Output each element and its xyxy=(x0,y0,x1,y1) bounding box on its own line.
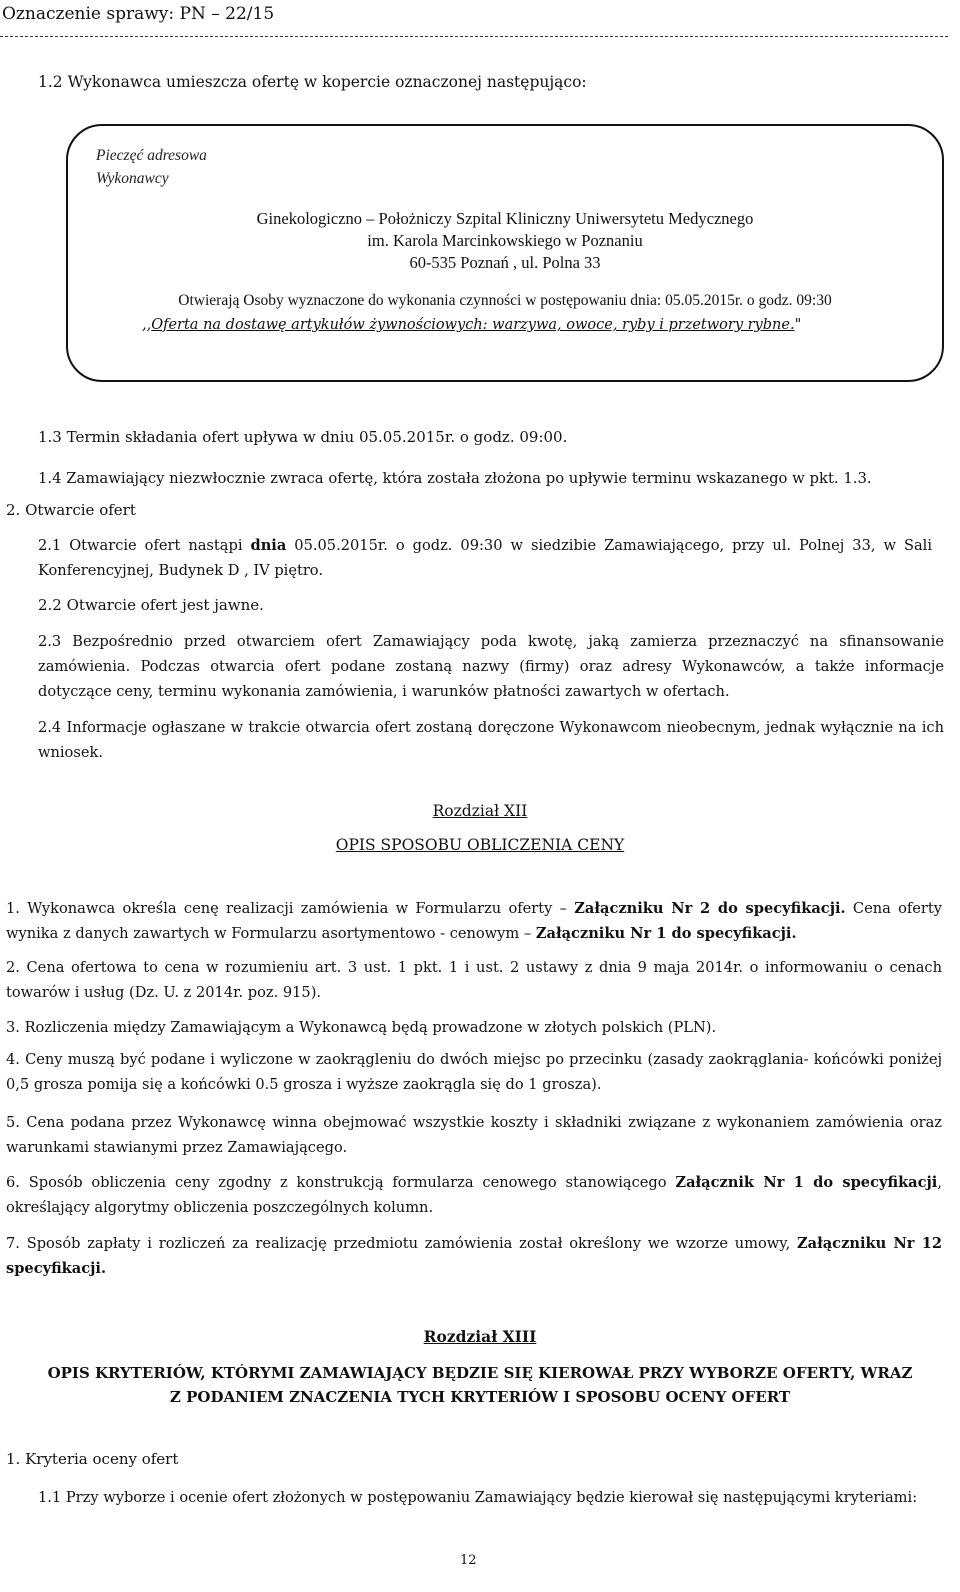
chapter-12-label xyxy=(0,802,960,820)
section-2-2: 2.2 Otwarcie ofert jest jawne. xyxy=(38,596,264,614)
price-item-7 xyxy=(6,1231,942,1281)
price-item-2: 2. Cena ofertowa to cena w rozumieniu art. 3 ust. 1 pkt. 1 i ust. 2 ustawy z dnia 9 maja 2014r. o informowaniu o cenach towarów i usług (Dz. U. z 2014r. poz. 915). xyxy=(6,959,942,1001)
address-line-3: 60-535 Poznań , ul. Polna 33 xyxy=(409,253,601,272)
p7-a: 7. Sposób zapłaty i rozliczeń za realizację przedmiotu zamówienia został określony we wzorze umowy, xyxy=(6,1235,797,1252)
stamp-line-2: Wykonawcy xyxy=(96,170,169,187)
chapter-13-label-text: Rozdział XIII xyxy=(423,1327,537,1346)
quote-open: ,, xyxy=(142,317,152,333)
criteria-heading: 1. Kryteria oceny ofert xyxy=(6,1450,179,1468)
p1-a: 1. Wykonawca określa cenę realizacji zamówienia w Formularzu oferty – xyxy=(6,900,575,917)
offer-title xyxy=(142,317,801,333)
stamp-line-1: Pieczęć adresowa xyxy=(96,147,207,164)
header-divider xyxy=(0,36,948,37)
section-1-4: 1.4 Zamawiający niezwłocznie zwraca ofertę, która została złożona po upływie terminu wskazanego w pkt. 1.3. xyxy=(38,470,872,487)
chapter-12-title-text: OPIS SPOSOBU OBLICZENIA CENY xyxy=(335,836,625,854)
section-2-1 xyxy=(38,533,932,583)
chapter-12-label-text: Rozdział XII xyxy=(432,802,528,820)
p1-b: Załączniku Nr 2 do specyfikacji. xyxy=(574,900,846,917)
p1-c: Cena oferty wynika z danych zawartych w Formularzu asortymentowo - cenowym – xyxy=(6,900,943,942)
s2-1-a: 2.1 Otwarcie ofert nastąpi xyxy=(38,537,251,554)
price-item-3: 3. Rozliczenia między Zamawiającym a Wykonawcą będą prowadzone w złotych polskich (PLN). xyxy=(6,1019,717,1036)
address-line-2: im. Karola Marcinkowskiego w Poznaniu xyxy=(367,231,643,250)
section-1-3: 1.3 Termin składania ofert upływa w dniu 05.05.2015r. o godz. 09:00. xyxy=(38,428,568,446)
chapter-13-label xyxy=(0,1327,960,1346)
p7-b: Załączniku Nr 12 specyfikacji. xyxy=(6,1235,943,1277)
criteria-1-1: 1.1 Przy wyborze i ocenie ofert złożonych w postępowaniu Zamawiający będzie kierował się następującymi kryteriami: xyxy=(38,1489,918,1506)
page-number: 12 xyxy=(460,1553,477,1568)
section-2-3: 2.3 Bezpośrednio przed otwarciem ofert Zamawiający poda kwotę, jaką zamierza przeznaczyć na sfinansowanie zamówienia. Podczas otwarcia ofert podane zostaną nazwy (firmy) oraz adresy Wykonawców, a także informacje dotyczące ceny, terminu wykonania zamówienia, i warunków płatności zawartych w ofertach. xyxy=(38,633,944,700)
section-2-4: 2.4 Informacje ogłaszane w trakcie otwarcia ofert zostaną doręczone Wykonawcom nieobecnym, jednak wyłącznie na ich wniosek. xyxy=(38,719,944,761)
s2-1-b: dnia xyxy=(250,537,287,554)
chapter-13-title-2: Z PODANIEM ZNACZENIA TYCH KRYTERIÓW I SPOSOBU OCENY OFERT xyxy=(169,1388,791,1406)
price-item-1 xyxy=(6,896,942,946)
chapter-12-title xyxy=(0,836,960,854)
p6-a: 6. Sposób obliczenia ceny zgodny z konstrukcją formularza cenowego stanowiącego xyxy=(6,1174,676,1191)
price-item-5: 5. Cena podana przez Wykonawcę winna obejmować wszystkie koszty i składniki związane z wykonaniem zamówienia oraz warunkami stawianymi przez Zamawiającego. xyxy=(6,1114,942,1156)
price-item-6 xyxy=(6,1170,942,1220)
case-number-header: Oznaczenie sprawy: PN – 22/15 xyxy=(2,4,275,24)
p6-b: Załącznik Nr 1 do specyfikacji xyxy=(675,1174,938,1191)
p1-d: Załączniku Nr 1 do specyfikacji. xyxy=(535,925,797,942)
offer-title-text: Oferta na dostawę artykułów żywnościowych: warzywa, owoce, ryby i przetwory rybne. xyxy=(151,317,795,333)
quote-close: " xyxy=(794,317,802,333)
section-1-2: 1.2 Wykonawca umieszcza ofertę w kopercie oznaczonej następująco: xyxy=(38,73,587,91)
price-item-4: 4. Ceny muszą być podane i wyliczone w zaokrągleniu do dwóch miejsc po przecinku (zasady zaokrąglania- końcówki poniżej 0,5 grosza pomija się a końcówki 0.5 grosza i wyższe zaokrągla się do 1 grosza). xyxy=(6,1051,942,1093)
opening-info: Otwierają Osoby wyznaczone do wykonania czynności w postępowaniu dnia: 05.05.2015r. o godz. 09:30 xyxy=(178,292,832,309)
address-line-1: Ginekologiczno – Położniczy Szpital Kliniczny Uniwersytetu Medycznego xyxy=(256,209,754,228)
section-2-heading: 2. Otwarcie ofert xyxy=(6,501,136,519)
chapter-13-title-1: OPIS KRYTERIÓW, KTÓRYMI ZAMAWIAJĄCY BĘDZIE SIĘ KIEROWAŁ PRZY WYBORZE OFERTY, WRAZ xyxy=(47,1364,913,1382)
s2-1-c: 05.05.2015r. o godz. 09:30 w siedzibie Zamawiającego, przy ul. Polnej 33, w Sali Konferencyjnej, Budynek D , IV piętro. xyxy=(38,537,932,579)
p6-c: , określający algorytmy obliczenia poszczególnych kolumn. xyxy=(6,1174,942,1216)
